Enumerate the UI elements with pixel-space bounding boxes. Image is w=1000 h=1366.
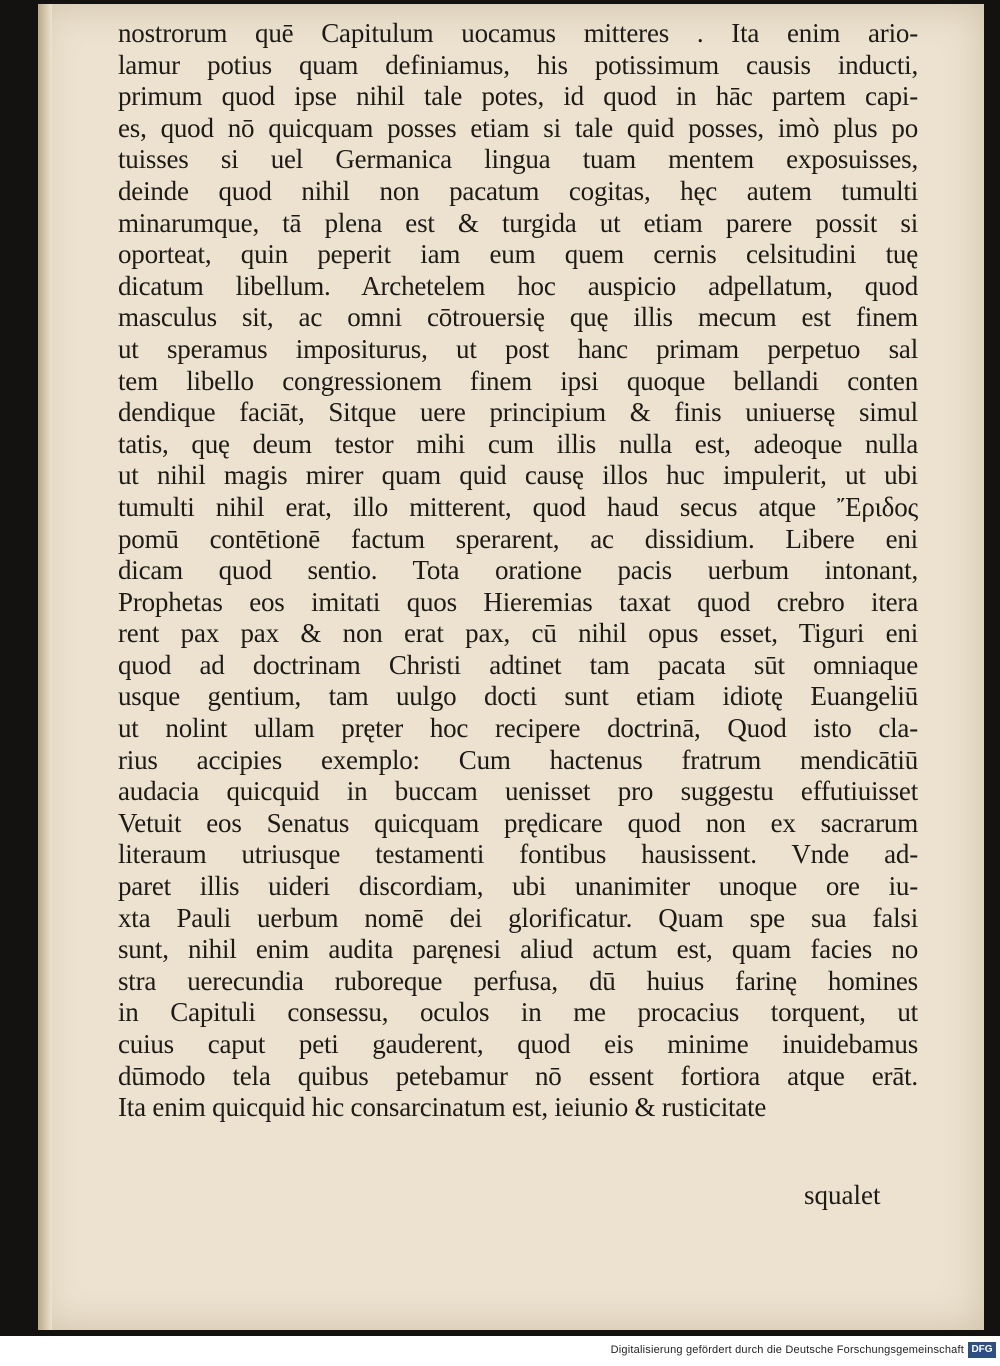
text-line: rent pax pax & non erat pax, cū nihil opus esset, Tiguri eni bbox=[118, 618, 918, 649]
text-line: masculus sit, ac omni cōtrouersię quę illis mecum est finem bbox=[118, 302, 918, 333]
text-line: rius accipies exemplo: Cum hactenus fratrum mendicātiū bbox=[118, 744, 918, 775]
page-gutter-shadow bbox=[38, 4, 52, 1330]
text-line: ut nihil magis mirer quam quid causę illos huc impulerit, ut ubi bbox=[118, 460, 918, 491]
footer-bar bbox=[0, 1336, 1000, 1366]
text-line: literaum utriusque testamenti fontibus hausissent. Vnde ad- bbox=[118, 839, 918, 870]
text-line: stra uerecundia ruboreque perfusa, dū huius farinę homines bbox=[118, 965, 918, 996]
text-line: xta Pauli uerbum nomē dei glorificatur. Quam spe sua falsi bbox=[118, 902, 918, 933]
text-line: paret illis uideri discordiam, ubi unanimiter unoque ore iu- bbox=[118, 871, 918, 902]
text-line: sunt, nihil enim audita paręnesi aliud actum est, quam facies no bbox=[118, 934, 918, 965]
text-line: audacia quicquid in buccam uenisset pro suggestu effutiuisset bbox=[118, 776, 918, 807]
text-line: dicam quod sentio. Tota oratione pacis uerbum intonant, bbox=[118, 555, 918, 586]
text-line: deinde quod nihil non pacatum cogitas, hęc autem tumulti bbox=[118, 175, 918, 206]
text-line: tem libello congressionem finem ipsi quoque bellandi conten bbox=[118, 365, 918, 396]
funding-credit: Digitalisierung gefördert durch die Deutsche Forschungsgemeinschaft bbox=[610, 1344, 964, 1356]
text-line: Vetuit eos Senatus quicquam prędicare quod non ex sacrarum bbox=[118, 807, 918, 838]
text-line: dendique faciāt, Sitque uere principium & finis uniuersę simul bbox=[118, 397, 918, 428]
text-line: tuisses si uel Germanica lingua tuam mentem exposuisses, bbox=[118, 144, 918, 175]
text-line: cuius caput peti gauderent, quod eis minime inuidebamus bbox=[118, 1029, 918, 1059]
text-line: dūmodo tela quibus petebamur nō essent fortiora atque erāt. bbox=[118, 1060, 918, 1091]
text-line: tumulti nihil erat, illo mitterent, quod haud secus atque Ἔριδος bbox=[118, 491, 918, 522]
text-line: oporteat, quin peperit iam eum quem cernis celsitudini tuę bbox=[118, 239, 918, 270]
page-text-block bbox=[118, 18, 918, 1124]
text-line: Prophetas eos imitati quos Hieremias taxat quod crebro itera bbox=[118, 586, 918, 617]
text-line: primum quod ipse nihil tale potes, id quod in hāc partem capi- bbox=[118, 81, 918, 112]
text-line: quod ad doctrinam Christi adtinet tam pacata sūt omniaque bbox=[118, 649, 918, 680]
text-line: ut nolint ullam pręter hoc recipere doctrinā, Quod isto cla- bbox=[118, 713, 918, 744]
text-line: Ita enim quicquid hic consarcinatum est, ieiunio & rusticitate bbox=[118, 1092, 767, 1123]
text-line: in Capituli consessu, oculos in me procacius torquent, ut bbox=[118, 997, 918, 1028]
text-line: lamur potius quam definiamus, his potissimum causis inducti, bbox=[118, 49, 918, 80]
text-line: usque gentium, tam uulgo docti sunt etiam idiotę Euangeliū bbox=[118, 681, 918, 712]
catchword: squalet bbox=[804, 1180, 881, 1210]
text-line: tatis, quę deum testor mihi cum illis nulla est, adeoque nulla bbox=[118, 428, 918, 459]
text-line: es, quod nō quicquam posses etiam si tale quid posses, imò plus po bbox=[118, 112, 918, 143]
text-line: nostrorum quē Capitulum uocamus mitteres . Ita enim ario- bbox=[118, 18, 918, 48]
text-line: minarumque, tā plena est & turgida ut etiam parere possit si bbox=[118, 207, 918, 238]
dfg-logo: DFG bbox=[968, 1342, 996, 1358]
text-line: dicatum libellum. Archetelem hoc auspicio adpellatum, quod bbox=[118, 270, 918, 301]
text-line: ut speramus impositurus, ut post hanc primam perpetuo sal bbox=[118, 333, 918, 364]
text-line: pomū contētionē factum sperarent, ac dissidium. Libere eni bbox=[118, 523, 918, 554]
